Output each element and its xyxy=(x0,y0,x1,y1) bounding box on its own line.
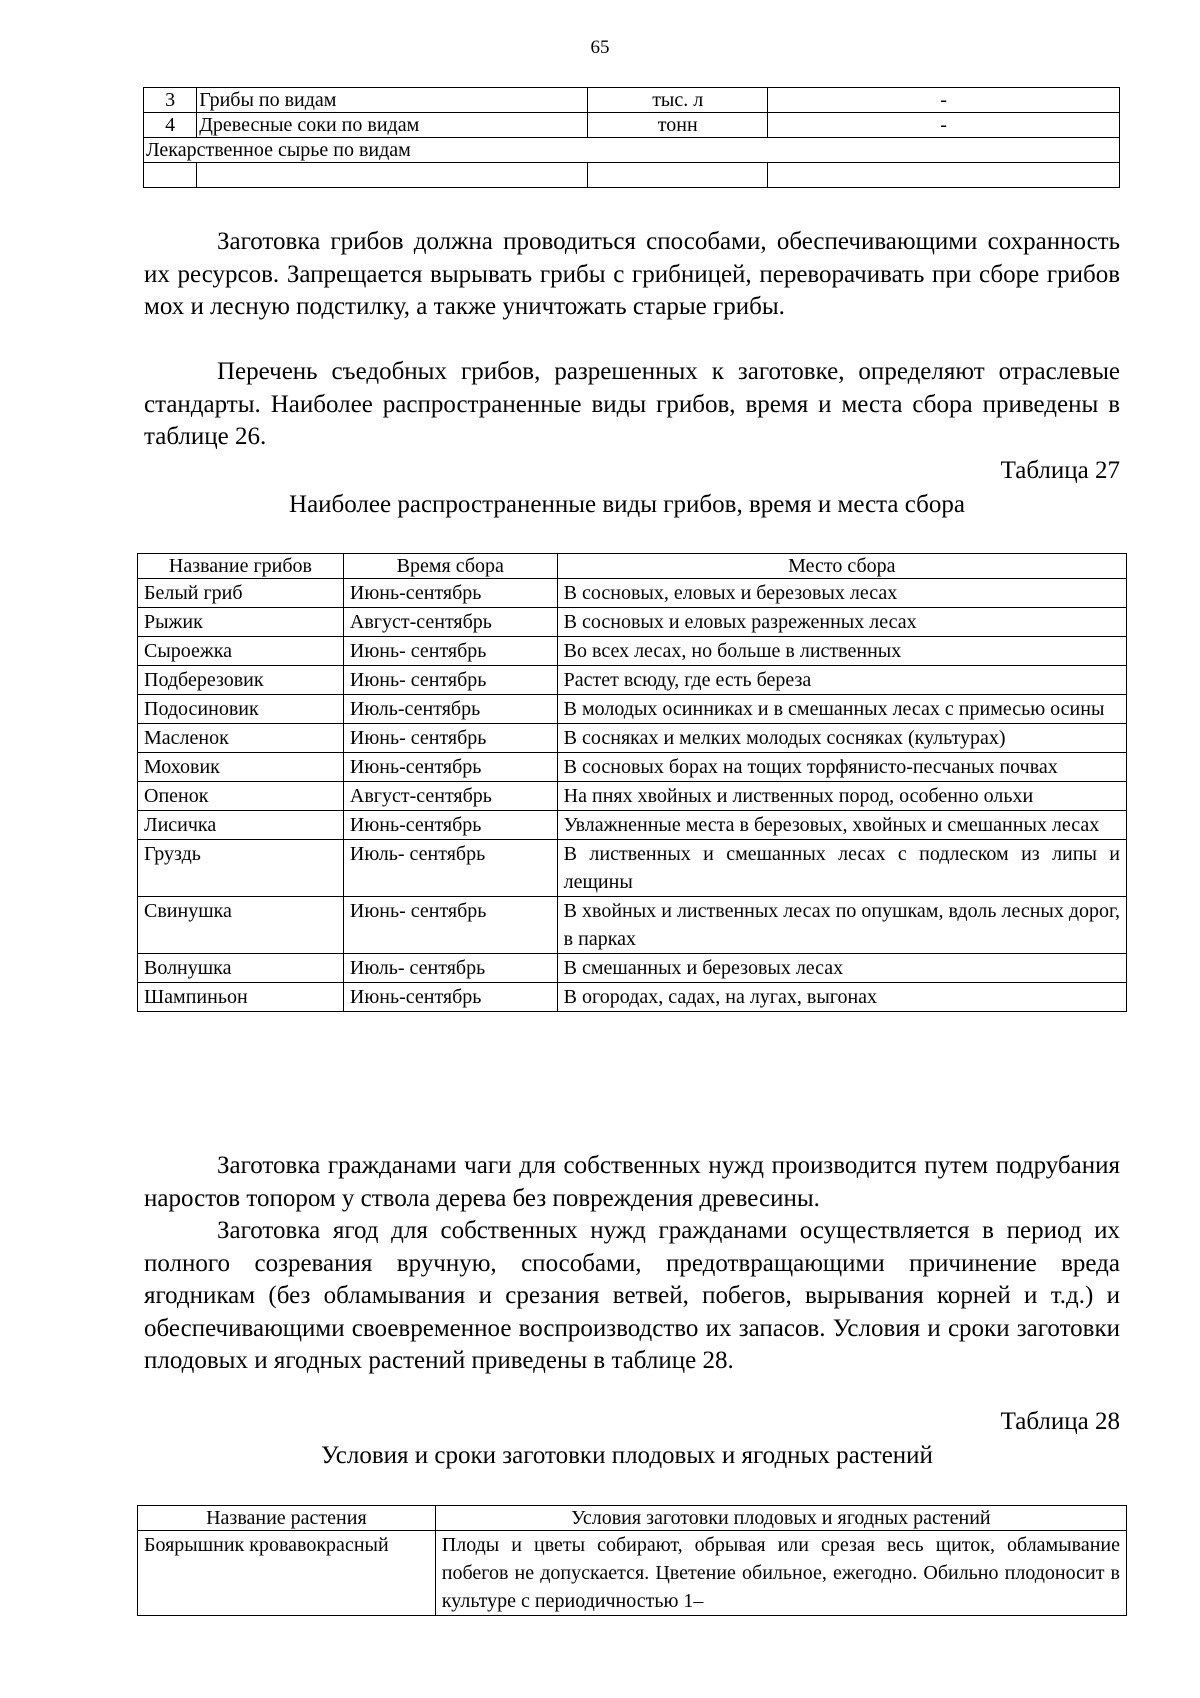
table-row xyxy=(138,983,1127,1012)
empty-cell xyxy=(197,163,588,188)
table-row xyxy=(138,897,1127,954)
header-plant-name: Название растения xyxy=(138,1506,436,1531)
plant-name: Боярышник кровавокрасный xyxy=(138,1531,436,1616)
mushroom-name: Груздь xyxy=(138,840,344,897)
value: - xyxy=(768,113,1120,138)
harvest-place: На пнях хвойных и лиственных пород, особенно ольхи xyxy=(557,782,1126,811)
harvest-place: В сосняках и мелких молодых сосняках (культурах) xyxy=(557,724,1126,753)
table27-title: Наиболее распространенные виды грибов, время и места сбора xyxy=(289,491,965,518)
harvest-place: В молодых осинниках и в смешанных лесах с примесью осины xyxy=(557,695,1126,724)
table-row xyxy=(138,753,1127,782)
paragraph-mushroom-list: Перечень съедобных грибов, разрешенных к заготовке, определяют отраслевые стандарты. Наиболее распространенные виды грибов, время и места сбора приведены в таблице 26. xyxy=(144,358,1120,450)
table-row xyxy=(138,579,1127,608)
table-row xyxy=(138,840,1127,897)
mushroom-name: Подосиновик xyxy=(138,695,344,724)
harvest-time: Июль- сентябрь xyxy=(343,954,557,983)
page-number: 65 xyxy=(590,37,610,58)
mushroom-name: Белый гриб xyxy=(138,579,344,608)
harvest-place: В хвойных и лиственных лесах по опушкам, вдоль лесных дорог, в парках xyxy=(557,897,1126,954)
table-row xyxy=(138,782,1127,811)
mushroom-name: Лисичка xyxy=(138,811,344,840)
mushroom-name: Свинушка xyxy=(138,897,344,954)
harvest-time: Июнь- сентябрь xyxy=(343,637,557,666)
table28-label: Таблица 28 xyxy=(1000,1408,1120,1435)
harvest-time: Июнь-сентябрь xyxy=(343,983,557,1012)
table28-title: Условия и сроки заготовки плодовых и ягодных растений xyxy=(321,1442,933,1469)
harvest-time: Август-сентябрь xyxy=(343,608,557,637)
table-row xyxy=(138,811,1127,840)
plants-table xyxy=(137,1505,1127,1616)
resource-name: Грибы по видам xyxy=(197,88,588,113)
paragraph-mushroom-harvesting: Заготовка грибов должна проводиться способами, обеспечивающими сохранность их ресурсов. Запрещается вырывать грибы с грибницей, переворачивать при сборе грибов мох и лесную подстилку, а также уничтожать старые грибы. xyxy=(144,228,1120,320)
table-row xyxy=(138,637,1127,666)
table27-label: Таблица 27 xyxy=(1000,457,1120,484)
mushroom-name: Рыжик xyxy=(138,608,344,637)
empty-cell xyxy=(588,163,768,188)
mushroom-name: Моховик xyxy=(138,753,344,782)
table-row xyxy=(138,608,1127,637)
table-row xyxy=(144,113,1120,138)
row-number: 4 xyxy=(144,113,197,138)
harvest-place: В сосновых борах на тощих торфянисто-песчаных почвах xyxy=(557,753,1126,782)
row-number: 3 xyxy=(144,88,197,113)
harvest-place: Растет всюду, где есть береза xyxy=(557,666,1126,695)
paragraph-chaga-harvesting: Заготовка гражданами чаги для собственных нужд производится путем подрубания наростов топором у ствола дерева без повреждения древесины. xyxy=(144,1152,1120,1212)
table-row xyxy=(138,724,1127,753)
table-row xyxy=(138,666,1127,695)
harvest-place: В огородах, садах, на лугах, выгонах xyxy=(557,983,1126,1012)
table-row xyxy=(138,1531,1127,1616)
harvest-time: Июнь-сентябрь xyxy=(343,579,557,608)
mushroom-name: Подберезовик xyxy=(138,666,344,695)
harvest-conditions: Плоды и цветы собирают, обрывая или срезая весь щиток, обламывание побегов не допускается. Цветение обильное, ежегодно. Обильно плодоносит в культуре с периодичностью 1– xyxy=(435,1531,1126,1616)
harvest-place: Увлажненные места в березовых, хвойных и смешанных лесах xyxy=(557,811,1126,840)
harvest-place: В сосновых и еловых разреженных лесах xyxy=(557,608,1126,637)
section-row xyxy=(144,138,1120,163)
unit: тыс. л xyxy=(588,88,768,113)
table-header-row xyxy=(138,1506,1127,1531)
resource-name: Древесные соки по видам xyxy=(197,113,588,138)
harvest-place: В смешанных и березовых лесах xyxy=(557,954,1126,983)
table-row xyxy=(138,695,1127,724)
harvest-time: Август-сентябрь xyxy=(343,782,557,811)
header-harvest-place: Место сбора xyxy=(557,554,1126,579)
header-harvest-time: Время сбора xyxy=(343,554,557,579)
empty-cell xyxy=(144,163,197,188)
empty-row xyxy=(144,163,1120,188)
harvest-place: Во всех лесах, но больше в лиственных xyxy=(557,637,1126,666)
table-row xyxy=(144,88,1120,113)
mushroom-name: Опенок xyxy=(138,782,344,811)
harvest-place: В лиственных и смешанных лесах с подлеском из липы и лещины xyxy=(557,840,1126,897)
harvest-time: Июнь-сентябрь xyxy=(343,753,557,782)
mushroom-name: Шампиньон xyxy=(138,983,344,1012)
mushroom-name: Сыроежка xyxy=(138,637,344,666)
harvest-place: В сосновых, еловых и березовых лесах xyxy=(557,579,1126,608)
harvest-time: Июль- сентябрь xyxy=(343,840,557,897)
resources-table xyxy=(143,87,1120,188)
harvest-time: Июнь-сентябрь xyxy=(343,811,557,840)
mushroom-name: Волнушка xyxy=(138,954,344,983)
harvest-time: Июнь- сентябрь xyxy=(343,724,557,753)
harvest-time: Июнь- сентябрь xyxy=(343,666,557,695)
mushroom-name: Масленок xyxy=(138,724,344,753)
mushrooms-table xyxy=(137,553,1127,1012)
table-header-row xyxy=(138,554,1127,579)
header-harvest-conditions: Условия заготовки плодовых и ягодных растений xyxy=(435,1506,1126,1531)
value: - xyxy=(768,88,1120,113)
empty-cell xyxy=(768,163,1120,188)
header-mushroom-name: Название грибов xyxy=(138,554,344,579)
table-row xyxy=(138,954,1127,983)
unit: тонн xyxy=(588,113,768,138)
harvest-time: Июнь- сентябрь xyxy=(343,897,557,954)
section-heading: Лекарственное сырье по видам xyxy=(144,138,1120,163)
harvest-time: Июль-сентябрь xyxy=(343,695,557,724)
paragraph-berry-harvesting: Заготовка ягод для собственных нужд гражданами осуществляется в период их полного созревания вручную, способами, предотвращающими причинение вреда ягодникам (без обламывания и срезания ветвей, побегов, вырывания корней и т.д.) и обеспечивающими своевременное воспроизводство их запасов. Условия и сроки заготовки плодовых и ягодных растений приведены в таблице 28. xyxy=(144,1217,1120,1374)
